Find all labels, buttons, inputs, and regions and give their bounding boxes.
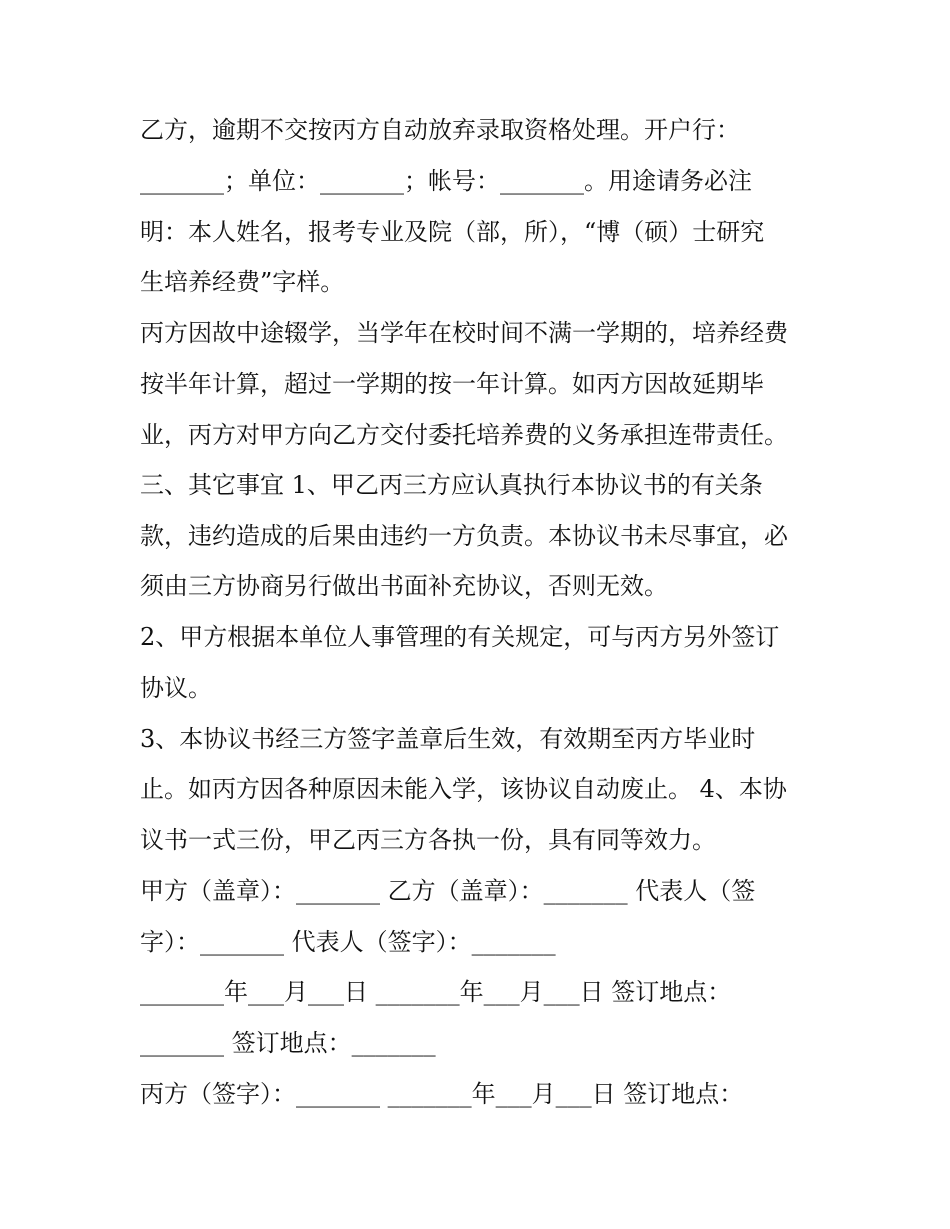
text-line-13: 3、本协议书经三方签字盖章后生效，有效期至丙方毕业时 (140, 725, 756, 753)
text-line-18: _______年___月___日 _______年___月___日 签订地点： (140, 978, 732, 1006)
text-line-11: 2、甲方根据本单位人事管理的有关规定，可与丙方另外签订 (140, 623, 780, 651)
text-line-15: 议书一式三份，甲乙丙三方各执一份，具有同等效力。 (140, 826, 716, 854)
text-line-12: 协议。 (140, 674, 212, 702)
text-line-16: 甲方（盖章）：_______ 乙方（盖章）：_______ 代表人（签 (140, 877, 756, 905)
text-line-9: 款，违约造成的后果由违约一方负责。本协议书未尽事宜，必 (140, 522, 788, 550)
text-line-2: _______；单位：_______；帐号：_______。用途请务必注 (140, 167, 752, 195)
text-line-20: 丙方（签字）：_______ _______年___月___日 签订地点： (140, 1080, 744, 1108)
text-line-5: 丙方因故中途辍学，当学年在校时间不满一学期的，培养经费 (140, 319, 788, 347)
text-line-14: 止。如丙方因各种原因未能入学，该协议自动废止。 4、本协 (140, 775, 787, 803)
text-line-10: 须由三方协商另行做出书面补充协议，否则无效。 (140, 572, 668, 600)
text-line-3: 明：本人姓名，报考专业及院（部，所），“博（硕）士研究 (140, 218, 765, 246)
text-line-7: 业，丙方对甲方向乙方交付委托培养费的义务承担连带责任。 (140, 421, 788, 449)
text-line-4: 生培养经费”字样。 (140, 268, 345, 296)
text-line-19: _______ 签订地点：_______ (140, 1029, 436, 1057)
text-line-1: 乙方，逾期不交按丙方自动放弃录取资格处理。开户行： (140, 116, 740, 144)
text-line-8: 三、其它事宜 1、甲乙丙三方应认真执行本协议书的有关条 (140, 471, 763, 499)
text-line-6: 按半年计算，超过一学期的按一年计算。如丙方因故延期毕 (140, 370, 764, 398)
text-line-17: 字）：_______ 代表人（签字）：_______ (140, 928, 556, 956)
